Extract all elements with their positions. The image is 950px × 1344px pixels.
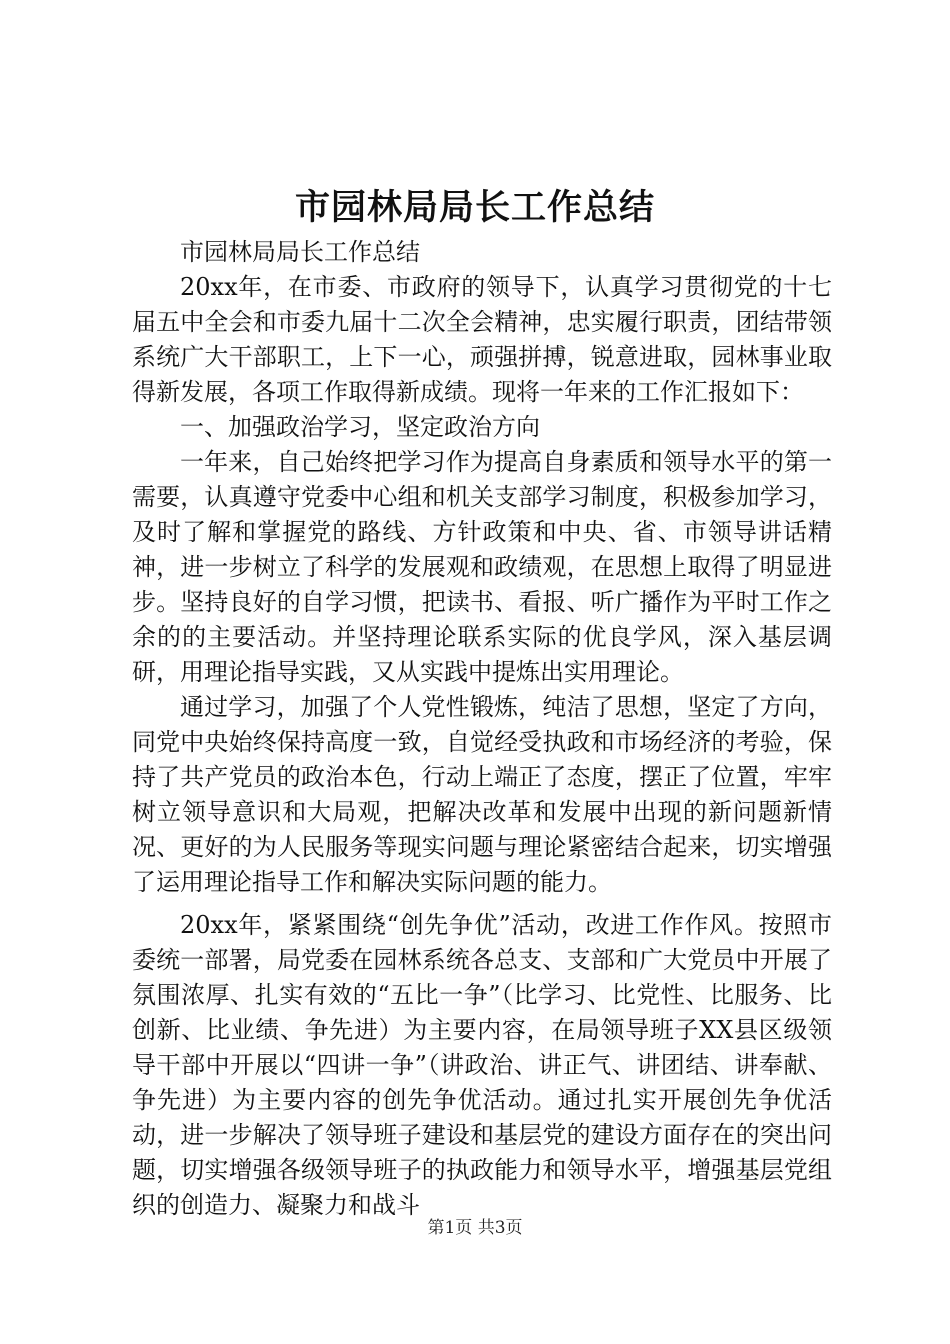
body-paragraph: 通过学习，加强了个人党性锻炼，纯洁了思想，坚定了方向，同党中央始终保持高度一致，自觉经受执政和市场经济的考验，保持了共产党员的政治本色，行动上端正了态度，摆正了位置，牢牢树立领导意识和大局观，把解决改革和发展中出现的新问题新情况、更好的为人民服务等现实问题与理论紧密结合起来，切实增强了运用理论指导工作和解决实际问题的能力。 <box>132 693 832 896</box>
document-title: 市园林局局长工作总结 <box>294 187 655 228</box>
document-body <box>132 235 832 1223</box>
body-paragraph-intro: 20xx年，在市委、市政府的领导下，认真学习贯彻党的十七届五中全会和市委九届十二次全会精神，忠实履行职责，团结带领系统广大干部职工，上下一心，顽强拼搏，锐意进取，园林事业取得新发展，各项工作取得新成绩。现将一年来的工作汇报如下： <box>132 273 832 406</box>
section-heading-1: 一、加强政治学习，坚定政治方向 <box>180 413 540 441</box>
body-paragraph-subtitle: 市园林局局长工作总结 <box>180 238 420 266</box>
page-number-footer: 第1页 共3页 <box>427 1218 523 1238</box>
body-paragraph: 一年来，自己始终把学习作为提高自身素质和领导水平的第一需要，认真遵守党委中心组和机关支部学习制度，积极参加学习，及时了解和掌握党的路线、方针政策和中央、省、市领导讲话精神，进一步树立了科学的发展观和政绩观，在思想上取得了明显进步。坚持良好的自学习惯，把读书、看报、听广播作为平时工作之余的的主要活动。并坚持理论联系实际的优良学风，深入基层调研，用理论指导实践，又从实践中提炼出实用理论。 <box>132 448 832 686</box>
body-paragraph: 20xx年，紧紧围绕“创先争优”活动，改进工作作风。按照市委统一部署，局党委在园林系统各总支、支部和广大党员中开展了氛围浓厚、扎实有效的“五比一争”（比学习、比党性、比服务、比创新、比业绩、争先进）为主要内容，在局领导班子XX县区级领导干部中开展以“四讲一争”（讲政治、讲正气、讲团结、讲奉献、争先进）为主要内容的创先争优活动。通过扎实开展创先争优活动，进一步解决了领导班子建设和基层党的建设方面存在的突出问题，切实增强各级领导班子的执政能力和领导水平，增强基层党组织的创造力、凝聚力和战斗 <box>132 911 832 1219</box>
